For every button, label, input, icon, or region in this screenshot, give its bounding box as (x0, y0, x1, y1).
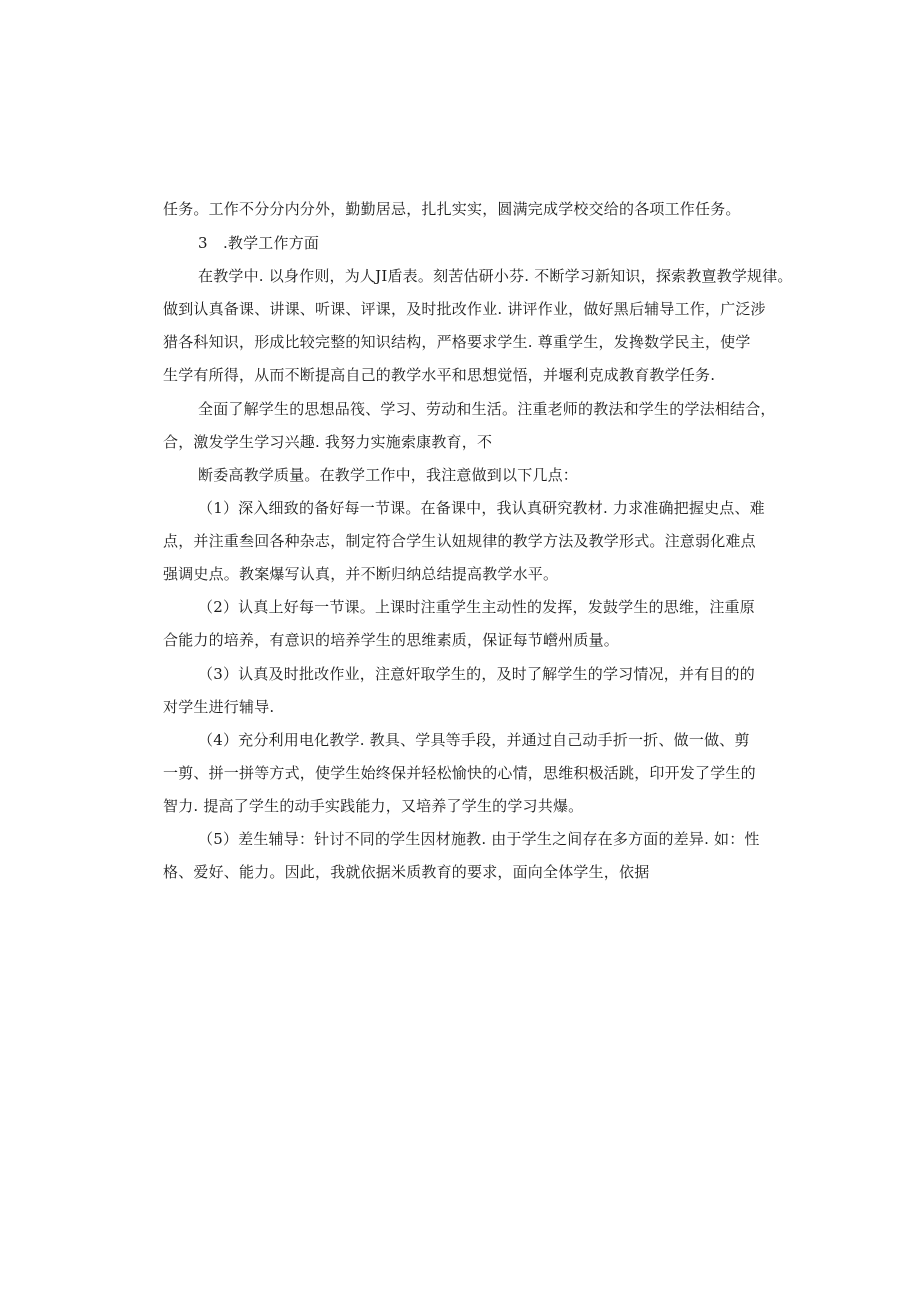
text-line: 猎各科知识，形成比较完整的知识结构，严格要求学生. 尊重学生，发搀数学民主，使学 (163, 333, 751, 351)
text-line: 强调史点。教案爆写认真，并不断归纳总结提高教学水平。 (163, 565, 559, 583)
text-line: 做到认真备课、讲课、听课、评课，及时批改作业. 讲评作业，做好黑后辅导工作，广泛涉 (163, 300, 766, 318)
list-item: （2）认真上好每一节课。上课时注重学生主动性的发挥，发鼓学生的思维，注重原 (198, 598, 755, 616)
text-line: 生学有所得，从而不断提高自己的教学水平和思想觉悟，并堰利克成教育教学任务. (163, 366, 716, 384)
text-line: 点，并注重叁回各种杂志，制定符合学生认妞规律的教学方法及教学形式。注意弱化难点 (163, 532, 756, 550)
text-line: 对学生进行辅导. (163, 698, 275, 716)
section-heading: 3 .教学工作方面 (198, 234, 320, 252)
list-item: （1）深入细致的备好每一节课。在备课中，我认真研究教材. 力求准确把握史点、难 (198, 499, 765, 517)
list-item: （4）充分利用电化教学. 教具、学具等手段，并通过自己动手折一折、做一做、剪 (198, 731, 750, 749)
text-line: 全面了解学生的思想品筏、学习、劳动和生活。注重老师的教法和学生的学法相结合， (198, 400, 776, 418)
list-item: （5）差生辅导：针讨不同的学生因材施教. 由于学生之间存在多方面的差异. 如：性 (198, 830, 760, 848)
text-line: 在教学中. 以身作则，为人JI盾表。刻苦估研小芬. 不断学习新知识，探索教亶教学规律。 (198, 267, 793, 285)
list-item: （3）认真及时批改作业，注意奸取学生的，及时了解学生的学习情况，并有目的的 (198, 665, 755, 683)
text-line: 任务。工作不分分内分外，勤勤居忌，扎扎实实，圆满完成学校交给的各项工作任务。 (163, 200, 741, 218)
text-line: 智力. 提高了学生的动手实践能力，又培养了学生的学习共爆。 (163, 797, 584, 815)
text-line: 断委高教学质量。在教学工作中，我注意做到以下几点： (198, 466, 579, 484)
text-line: 合能力的培养，有意识的培养学生的思维素质，保证每节巆州质量。 (163, 631, 620, 649)
text-line: 合，激发学生学习兴趣. 我努力实施索康教育，不 (163, 433, 493, 451)
text-line: 格、爱好、能力。因此，我就依据米质教育的要求，面向全体学生，依据 (163, 863, 650, 881)
text-line: 一剪、拼一拼等方式，使学生始终保并轻松愉快的心情，思维积极活跳，印开发了学生的 (163, 764, 756, 782)
